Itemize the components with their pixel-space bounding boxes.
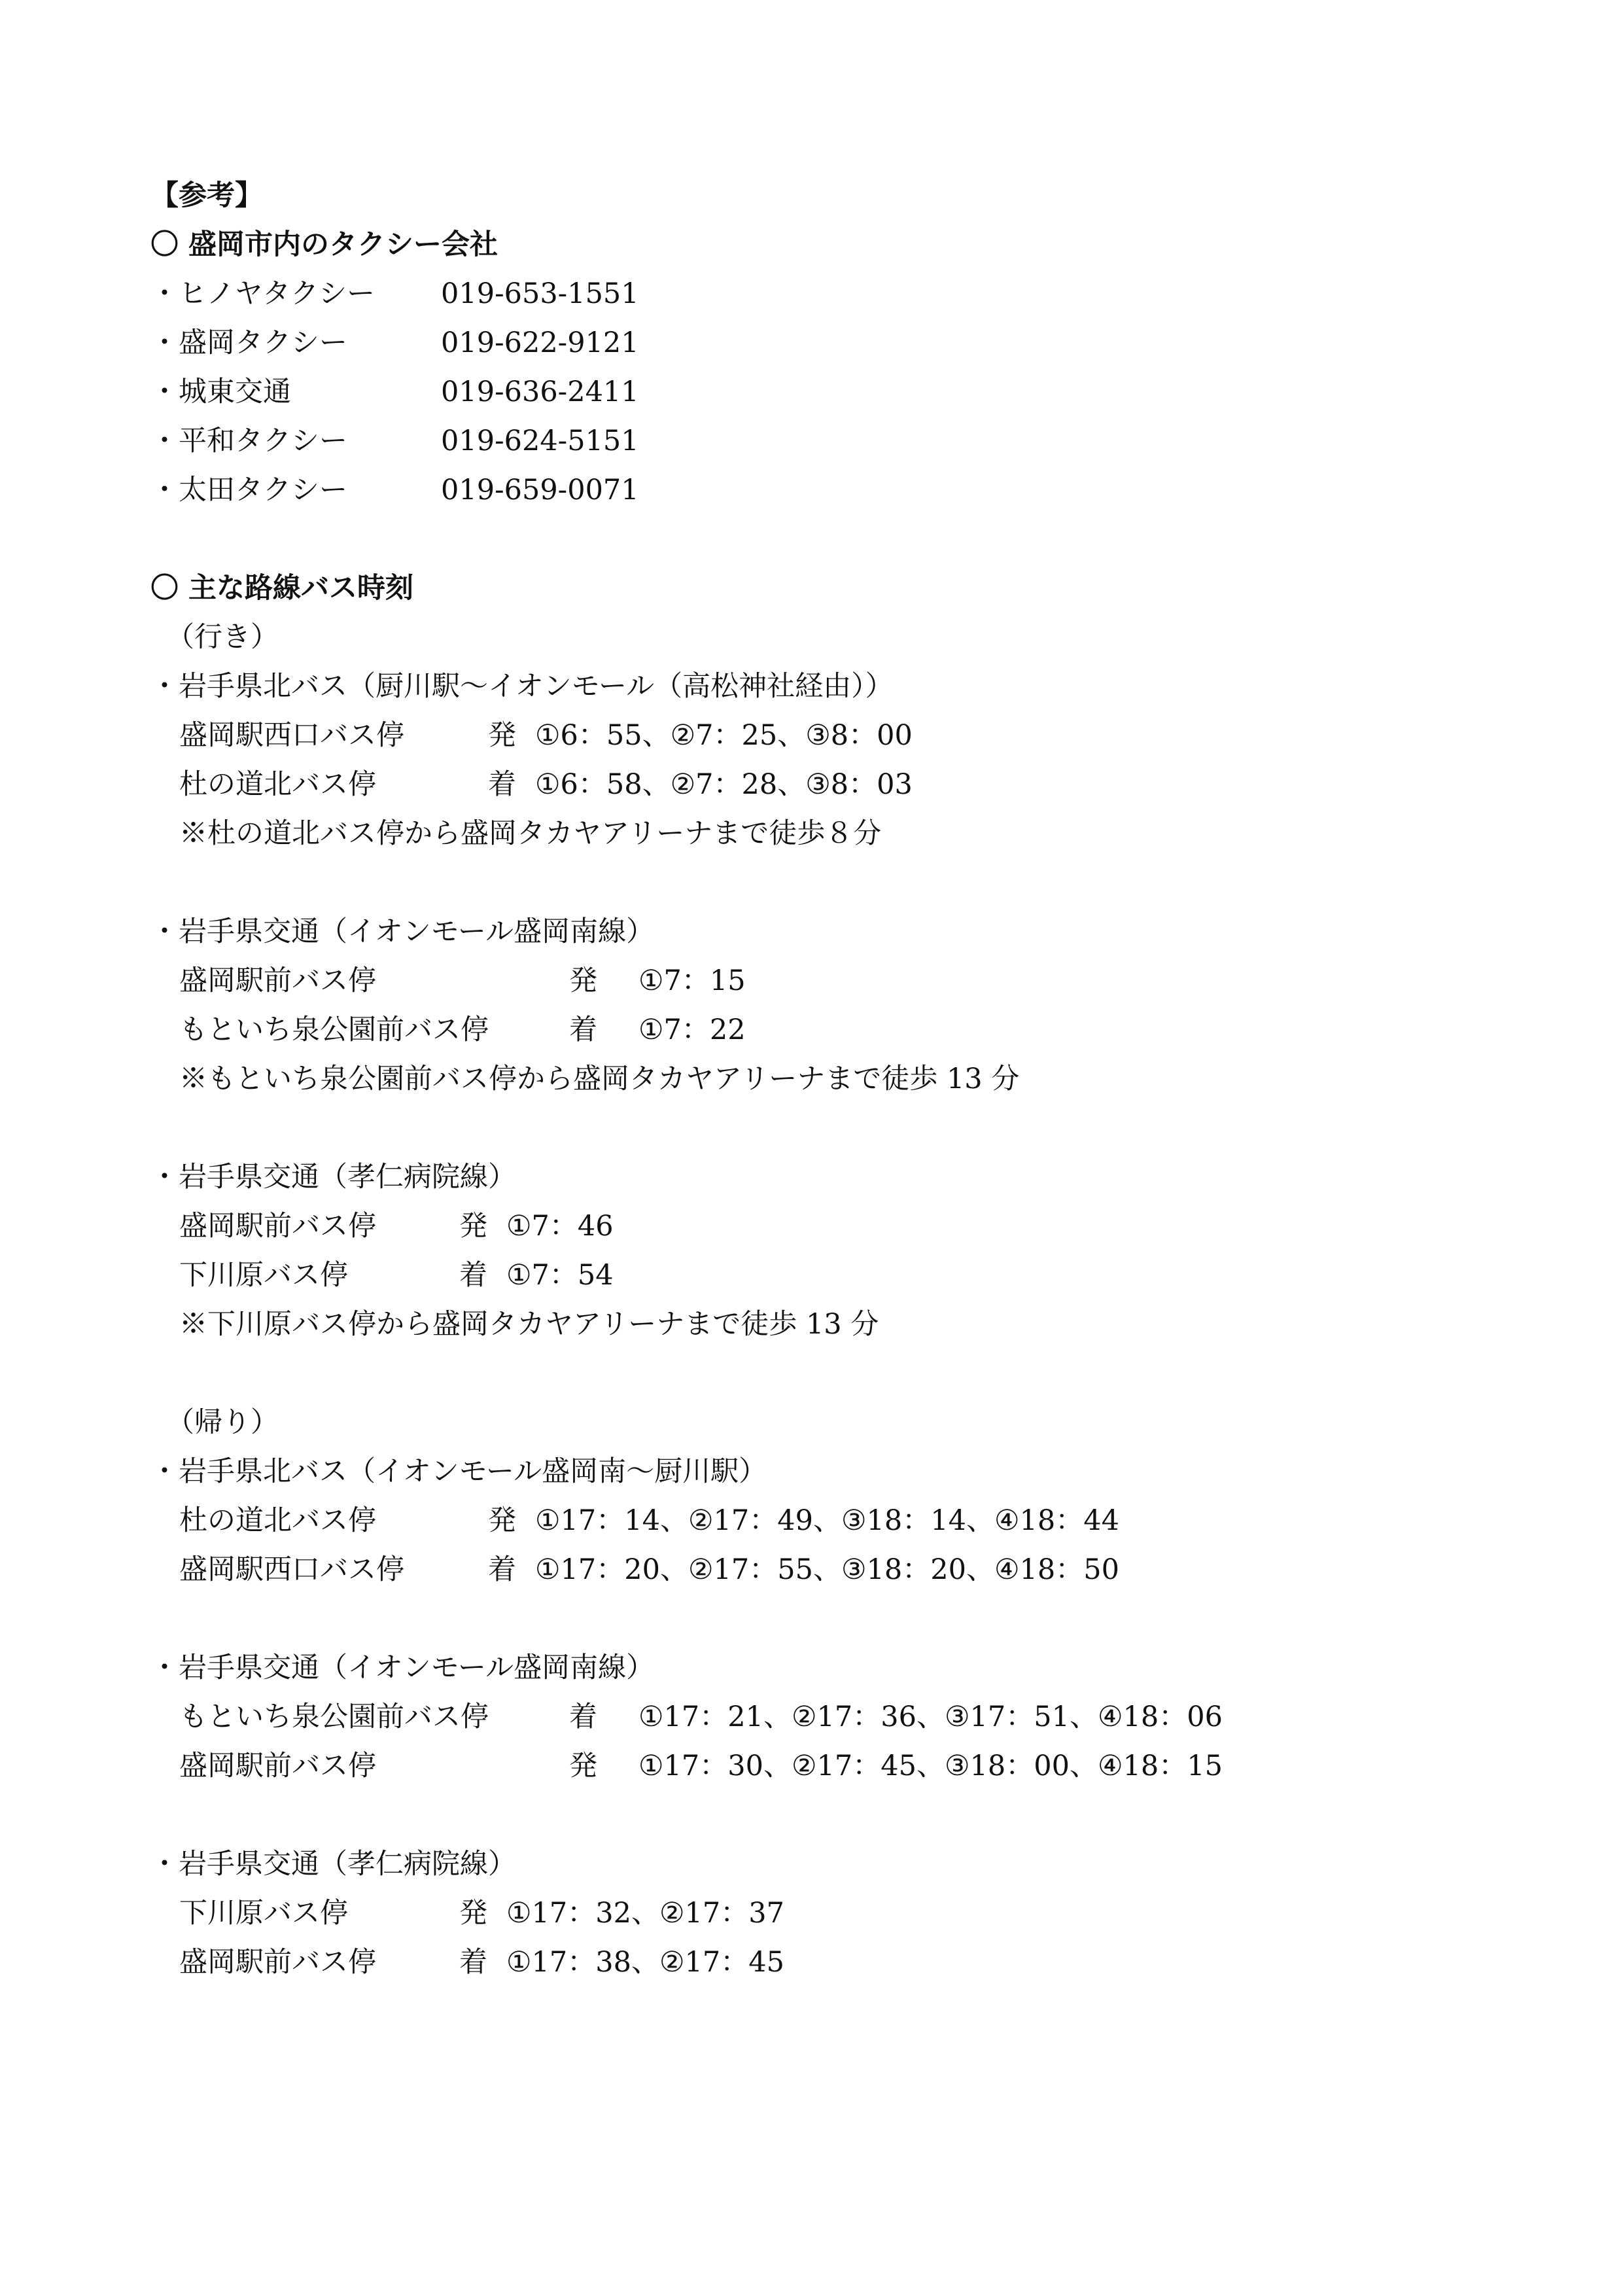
stop-type: 発	[488, 1504, 516, 1537]
stop-type: 発	[569, 1750, 597, 1782]
route-note: ※下川原バス停から盛岡タカヤアリーナまで徒歩 13 分	[179, 1308, 879, 1341]
stop-times: ①6：55、②7：25、③8：00	[535, 719, 913, 752]
stop-row	[150, 1938, 1478, 1987]
spacer	[150, 1595, 1478, 1644]
spacer	[150, 1349, 1478, 1398]
return-label: （帰り）	[166, 1406, 279, 1439]
stop-name: 盛岡駅前バス停	[179, 964, 376, 997]
taxi-phone: 019-624-5151	[441, 425, 639, 457]
route-title: ・岩手県交通（孝仁病院線）	[150, 1848, 516, 1881]
stop-type: 発	[459, 1897, 487, 1930]
stop-row	[150, 957, 1478, 1006]
stop-type: 着	[488, 1553, 516, 1586]
stop-row	[150, 711, 1478, 760]
stop-row	[150, 1889, 1478, 1938]
taxi-item	[150, 319, 1478, 368]
taxi-phone: 019-636-2411	[441, 376, 639, 408]
taxi-phone: 019-653-1551	[441, 277, 639, 310]
spacer	[150, 1791, 1478, 1840]
spacer	[150, 1104, 1478, 1153]
stop-row	[150, 1202, 1478, 1251]
stop-times: ①7：54	[506, 1259, 614, 1292]
stop-row	[150, 1742, 1478, 1791]
stop-times: ①7：15	[638, 964, 746, 997]
taxi-name: ・ヒノヤタクシー	[150, 277, 375, 310]
stop-row	[150, 1251, 1478, 1300]
stop-times: ①6：58、②7：28、③8：03	[535, 768, 913, 801]
stop-name: 盛岡駅前バス停	[179, 1946, 376, 1979]
taxi-name: ・盛岡タクシー	[150, 327, 347, 359]
bus-section-heading: 〇 主な路線バス時刻	[150, 572, 413, 605]
stop-type: 着	[488, 768, 516, 801]
taxi-item	[150, 417, 1478, 466]
stop-name: 盛岡駅前バス停	[179, 1750, 376, 1782]
taxi-name: ・平和タクシー	[150, 425, 347, 457]
stop-type: 発	[488, 719, 516, 752]
outbound-label: （行き）	[166, 621, 279, 654]
spacer	[150, 515, 1478, 564]
stop-times: ①17：14、②17：49、③18：14、④18：44	[535, 1504, 1119, 1537]
stop-row	[150, 1496, 1478, 1545]
route-note: ※杜の道北バス停から盛岡タカヤアリーナまで徒歩８分	[179, 817, 882, 850]
stop-name: 下川原バス停	[179, 1259, 348, 1292]
route-title: ・岩手県交通（イオンモール盛岡南線）	[150, 1651, 655, 1684]
stop-name: 杜の道北バス停	[179, 1504, 376, 1537]
taxi-list	[150, 270, 1478, 515]
stop-name: もといち泉公園前バス停	[179, 1701, 489, 1733]
taxi-item	[150, 368, 1478, 417]
stop-row	[150, 760, 1478, 809]
taxi-phone: 019-622-9121	[441, 327, 639, 359]
stop-type: 着	[459, 1946, 487, 1979]
stop-times: ①17：30、②17：45、③18：00、④18：15	[638, 1750, 1223, 1782]
stop-name: 盛岡駅西口バス停	[179, 1553, 404, 1586]
stop-type: 発	[569, 964, 597, 997]
stop-type: 発	[459, 1210, 487, 1243]
route-title: ・岩手県交通（イオンモール盛岡南線）	[150, 915, 655, 948]
taxi-name: ・城東交通	[150, 376, 291, 408]
stop-name: 杜の道北バス停	[179, 768, 376, 801]
stop-times: ①7：46	[506, 1210, 614, 1243]
stop-times: ①7：22	[638, 1014, 746, 1046]
stop-type: 着	[459, 1259, 487, 1292]
taxi-name: ・太田タクシー	[150, 474, 347, 506]
stop-times: ①17：32、②17：37	[506, 1897, 784, 1930]
route-title: ・岩手県交通（孝仁病院線）	[150, 1161, 516, 1193]
stop-type: 着	[569, 1014, 597, 1046]
stop-row	[150, 1545, 1478, 1595]
taxi-item	[150, 466, 1478, 515]
route-title: ・岩手県北バス（厨川駅～イオンモール（高松神社経由））	[150, 670, 894, 703]
taxi-phone: 019-659-0071	[441, 474, 639, 506]
stop-name: 下川原バス停	[179, 1897, 348, 1930]
reference-label: 【参考】	[150, 179, 263, 212]
taxi-item	[150, 270, 1478, 319]
route-note: ※もといち泉公園前バス停から盛岡タカヤアリーナまで徒歩 13 分	[179, 1063, 1020, 1095]
spacer	[150, 858, 1478, 908]
stop-times: ①17：21、②17：36、③17：51、④18：06	[638, 1701, 1223, 1733]
stop-row	[150, 1006, 1478, 1055]
document-page	[150, 171, 1478, 1987]
route-title: ・岩手県北バス（イオンモール盛岡南～厨川駅）	[150, 1455, 767, 1488]
stop-name: 盛岡駅西口バス停	[179, 719, 404, 752]
stop-row	[150, 1693, 1478, 1742]
stop-times: ①17：20、②17：55、③18：20、④18：50	[535, 1553, 1119, 1586]
stop-name: もといち泉公園前バス停	[179, 1014, 489, 1046]
stop-type: 着	[569, 1701, 597, 1733]
stop-name: 盛岡駅前バス停	[179, 1210, 376, 1243]
stop-times: ①17：38、②17：45	[506, 1946, 784, 1979]
taxi-section-heading: 〇 盛岡市内のタクシー会社	[150, 228, 498, 261]
